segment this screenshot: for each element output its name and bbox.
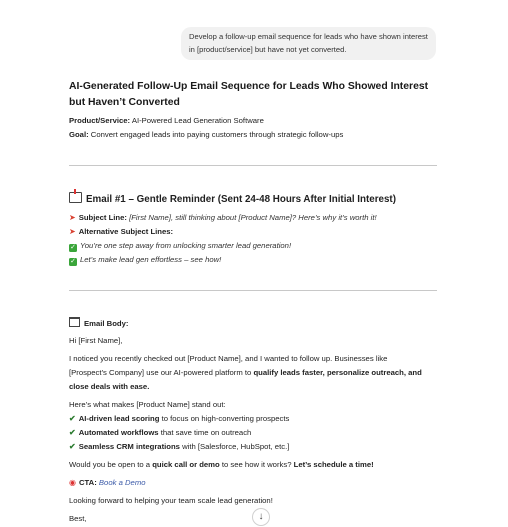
product-label: Product/Service: <box>69 116 131 125</box>
goal-value: Convert engaged leads into paying customers through strategic follow-ups <box>88 130 344 139</box>
paragraph-line: I noticed you recently checked out [Product Name], and I wanted to follow up. Businesses like <box>69 354 388 363</box>
paragraph-text: [Prospect’s Company] use our AI-powered platform to <box>69 368 254 377</box>
paragraph-bold: qualify leads faster, personalize outreach, and <box>253 368 422 377</box>
features-intro: Here’s what makes [Product Name] stand out: <box>69 400 226 409</box>
alt-subject-item <box>69 240 291 252</box>
feature-rest: that save time on outreach <box>158 428 252 437</box>
feature-rest: with [Salesforce, HubSpot, etc.] <box>179 442 290 451</box>
signoff: Best, <box>69 514 87 523</box>
inbox-tray-icon <box>69 317 80 327</box>
feature-bold: AI-driven lead scoring <box>78 414 160 423</box>
product-line <box>69 115 264 126</box>
alt-subject-label: Alternative Subject Lines: <box>78 227 174 236</box>
email1-heading <box>69 192 396 206</box>
cta-text: to see how it works? <box>219 460 294 469</box>
divider <box>69 165 437 166</box>
paragraph-line: close deals with ease. <box>69 382 150 391</box>
subject-line <box>69 212 377 223</box>
target-icon: ◉ <box>69 478 76 487</box>
arrow-down-icon: ↓ <box>258 511 264 522</box>
mailbox-icon <box>69 192 82 203</box>
email1-heading-text: Email #1 – Gentle Reminder (Sent 24-48 Hours After Initial Interest) <box>86 194 396 205</box>
goal-label: Goal: <box>69 130 89 139</box>
check-box-icon: ✓ <box>70 258 76 265</box>
paragraph-line <box>69 367 422 378</box>
check-box-icon: ✓ <box>70 244 76 251</box>
user-message-bubble <box>181 27 436 60</box>
scroll-to-bottom-button[interactable] <box>252 508 270 526</box>
user-message-text: Develop a follow-up email sequence for leads who have shown interest in [product/service] but have not yet converted. <box>189 32 428 54</box>
check-mark-icon: ✔ <box>69 414 76 423</box>
closing-line: Looking forward to helping your team scale lead generation! <box>69 496 273 505</box>
check-mark-icon: ✔ <box>69 428 76 437</box>
greeting: Hi [First Name], <box>69 336 123 345</box>
pushpin-icon: ➤ <box>69 213 76 222</box>
feature-item <box>69 413 289 424</box>
cta-sentence <box>69 459 374 470</box>
feature-bold: Automated workflows <box>78 428 159 437</box>
subject-value: [First Name], still thinking about [Product Name]? Here’s why it’s worth it! <box>126 213 377 222</box>
divider <box>69 290 437 291</box>
feature-rest: to focus on high-converting prospects <box>159 414 290 423</box>
cta-text: Would you be open to a <box>69 460 153 469</box>
check-mark-icon: ✔ <box>69 442 76 451</box>
alt-subject-text: You’re one step away from unlocking smarter lead generation! <box>80 241 292 250</box>
cta-line <box>69 477 146 488</box>
product-value: AI-Powered Lead Generation Software <box>130 116 264 125</box>
feature-item <box>69 427 251 438</box>
alt-subject-heading <box>69 226 173 237</box>
alt-subject-item <box>69 254 221 266</box>
response-title: AI-Generated Follow-Up Email Sequence for Leads Who Showed Interest but Haven’t Converted <box>69 81 429 108</box>
pushpin-icon: ➤ <box>69 227 76 236</box>
subject-label: Subject Line: <box>78 213 127 222</box>
cta-bold: quick call or demo <box>152 460 220 469</box>
email-body-label: Email Body: <box>84 319 129 328</box>
cta-label: CTA: <box>78 478 97 487</box>
feature-item <box>69 441 289 452</box>
book-demo-link[interactable]: Book a Demo <box>98 478 146 487</box>
goal-line <box>69 129 343 140</box>
feature-bold: Seamless CRM integrations <box>78 442 180 451</box>
email-body-heading <box>69 317 128 329</box>
cta-bold: Let’s schedule a time! <box>293 460 374 469</box>
alt-subject-text: Let’s make lead gen effortless – see how! <box>80 255 222 264</box>
